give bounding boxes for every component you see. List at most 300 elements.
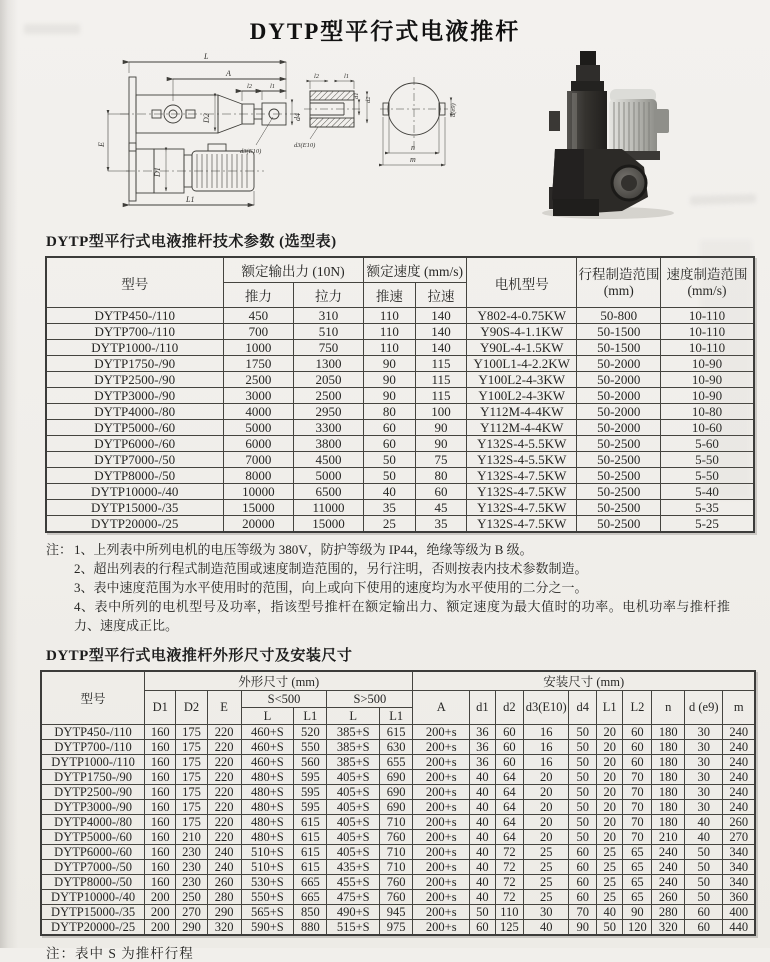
value-cell: 25 bbox=[363, 516, 415, 533]
table-row bbox=[46, 388, 754, 404]
dim-label-E: E bbox=[97, 142, 106, 147]
value-cell: 60 bbox=[363, 420, 415, 436]
value-cell: 480+S bbox=[241, 815, 294, 830]
model-cell: DYTP1750-/90 bbox=[46, 356, 223, 372]
value-cell: 20 bbox=[597, 815, 623, 830]
dim-label-L1: L1 bbox=[186, 195, 195, 204]
value-cell: 40 bbox=[524, 920, 569, 936]
model-cell: DYTP3000-/90 bbox=[41, 800, 145, 815]
model-cell: DYTP20000-/25 bbox=[46, 516, 223, 533]
value-cell: 340 bbox=[723, 860, 755, 875]
value-cell: 4500 bbox=[294, 452, 363, 468]
scan-artifact bbox=[24, 24, 80, 34]
value-cell: 50-2500 bbox=[577, 516, 661, 533]
value-cell: 710 bbox=[380, 815, 413, 830]
model-cell: DYTP450-/110 bbox=[41, 725, 145, 740]
view-label-n: n bbox=[411, 143, 415, 152]
table-row bbox=[41, 755, 755, 770]
value-cell: 200+s bbox=[413, 905, 470, 920]
value-cell: 565+S bbox=[241, 905, 294, 920]
value-cell: 595 bbox=[294, 770, 327, 785]
value-cell: 210 bbox=[652, 830, 685, 845]
value-cell: 36 bbox=[470, 725, 496, 740]
value-cell: 310 bbox=[294, 308, 363, 324]
table-row bbox=[41, 905, 755, 920]
col-header-s-lt-500: S<500 bbox=[241, 691, 327, 708]
value-cell: 460+S bbox=[241, 740, 294, 755]
model-cell: DYTP15000-/35 bbox=[46, 500, 223, 516]
value-cell: 160 bbox=[145, 800, 176, 815]
model-cell: DYTP8000-/50 bbox=[41, 875, 145, 890]
value-cell: 260 bbox=[723, 815, 755, 830]
note-item: 1、上列表中所列电机的电压等级为 380V，防护等级为 IP44，绝缘等级为 B 级。 bbox=[74, 542, 533, 557]
value-cell: 200+s bbox=[413, 725, 470, 740]
value-cell: 200+s bbox=[413, 770, 470, 785]
value-cell: 180 bbox=[652, 770, 685, 785]
value-cell: 72 bbox=[495, 860, 523, 875]
value-cell: 220 bbox=[207, 815, 241, 830]
value-cell: 175 bbox=[176, 815, 207, 830]
value-cell: 60 bbox=[569, 875, 597, 890]
value-cell: 20 bbox=[524, 800, 569, 815]
value-cell: 710 bbox=[380, 860, 413, 875]
value-cell: 120 bbox=[623, 920, 652, 936]
value-cell: 10-110 bbox=[661, 340, 755, 356]
col-header-install-group: 安装尺寸 (mm) bbox=[413, 671, 755, 691]
col-header-L1-gt: L1 bbox=[380, 708, 413, 725]
value-cell: 435+S bbox=[327, 860, 380, 875]
value-cell: 90 bbox=[363, 388, 415, 404]
value-cell: 50 bbox=[685, 890, 723, 905]
value-cell: 50-800 bbox=[577, 308, 661, 324]
table-row bbox=[41, 785, 755, 800]
value-cell: 90 bbox=[569, 920, 597, 936]
value-cell: Y90L-4-1.5KW bbox=[467, 340, 577, 356]
value-cell: Y90S-4-1.1KW bbox=[467, 324, 577, 340]
value-cell: 160 bbox=[145, 755, 176, 770]
table-row bbox=[46, 324, 754, 340]
value-cell: 50-2500 bbox=[577, 436, 661, 452]
value-cell: 50 bbox=[569, 725, 597, 740]
value-cell: 220 bbox=[207, 830, 241, 845]
value-cell: 70 bbox=[623, 815, 652, 830]
value-cell: 60 bbox=[623, 740, 652, 755]
notes-label: 注： bbox=[46, 542, 73, 557]
value-cell: 35 bbox=[363, 500, 415, 516]
value-cell: 40 bbox=[685, 830, 723, 845]
col-header-L2: L2 bbox=[623, 691, 652, 725]
value-cell: 240 bbox=[723, 770, 755, 785]
table-row bbox=[41, 740, 755, 755]
value-cell: 200+s bbox=[413, 890, 470, 905]
value-cell: 200+s bbox=[413, 830, 470, 845]
value-cell: 110 bbox=[363, 340, 415, 356]
value-cell: 460+S bbox=[241, 755, 294, 770]
value-cell: 50-1500 bbox=[577, 324, 661, 340]
value-cell: 50-1500 bbox=[577, 340, 661, 356]
value-cell: 50-2000 bbox=[577, 356, 661, 372]
value-cell: 20 bbox=[597, 770, 623, 785]
value-cell: 30 bbox=[685, 755, 723, 770]
value-cell: 3300 bbox=[294, 420, 363, 436]
value-cell: 110 bbox=[363, 308, 415, 324]
value-cell: 320 bbox=[207, 920, 241, 936]
value-cell: 10000 bbox=[223, 484, 294, 500]
dim-label-L: L bbox=[204, 52, 209, 61]
notes-list bbox=[74, 540, 730, 635]
value-cell: 50 bbox=[470, 905, 496, 920]
value-cell: 385+S bbox=[327, 755, 380, 770]
value-cell: 50 bbox=[363, 452, 415, 468]
figure-row bbox=[0, 49, 770, 221]
model-cell: DYTP2500-/90 bbox=[46, 372, 223, 388]
value-cell: 90 bbox=[416, 436, 467, 452]
value-cell: 405+S bbox=[327, 785, 380, 800]
section-label-d3: d3(E10) bbox=[294, 142, 316, 149]
value-cell: 160 bbox=[145, 875, 176, 890]
value-cell: Y132S-4-7.5KW bbox=[467, 516, 577, 533]
value-cell: 20 bbox=[524, 830, 569, 845]
speed-range-label: 速度制造范围 bbox=[666, 266, 748, 282]
table-row bbox=[41, 770, 755, 785]
value-cell: 615 bbox=[380, 725, 413, 740]
value-cell: 50 bbox=[569, 800, 597, 815]
view-label-m: m bbox=[410, 155, 416, 164]
value-cell: 200+s bbox=[413, 740, 470, 755]
table-row bbox=[46, 356, 754, 372]
table-row bbox=[46, 484, 754, 500]
value-cell: 6000 bbox=[223, 436, 294, 452]
value-cell: 30 bbox=[685, 725, 723, 740]
value-cell: 690 bbox=[380, 800, 413, 815]
stroke-note: 注：表中 S 为推杆行程 bbox=[46, 946, 194, 961]
value-cell: 270 bbox=[723, 830, 755, 845]
value-cell: 7000 bbox=[223, 452, 294, 468]
value-cell: 280 bbox=[652, 905, 685, 920]
value-cell: 5-50 bbox=[661, 452, 755, 468]
value-cell: 530+S bbox=[241, 875, 294, 890]
model-cell: DYTP450-/110 bbox=[46, 308, 223, 324]
table-row bbox=[46, 308, 754, 324]
value-cell: 30 bbox=[685, 785, 723, 800]
value-cell: 490+S bbox=[327, 905, 380, 920]
model-cell: DYTP700-/110 bbox=[41, 740, 145, 755]
value-cell: 60 bbox=[416, 484, 467, 500]
value-cell: 480+S bbox=[241, 800, 294, 815]
value-cell: 480+S bbox=[241, 830, 294, 845]
value-cell: 72 bbox=[495, 890, 523, 905]
value-cell: 615 bbox=[294, 860, 327, 875]
table-row bbox=[41, 815, 755, 830]
section-heading-dimensions: DYTP型平行式电液推杆外形尺寸及安装尺寸 bbox=[46, 648, 353, 664]
value-cell: 50-2000 bbox=[577, 388, 661, 404]
value-cell: 40 bbox=[685, 815, 723, 830]
value-cell: 25 bbox=[597, 845, 623, 860]
section-label-l2: l2 bbox=[314, 73, 320, 80]
value-cell: 240 bbox=[723, 755, 755, 770]
value-cell: 945 bbox=[380, 905, 413, 920]
value-cell: 230 bbox=[176, 845, 207, 860]
value-cell: 405+S bbox=[327, 845, 380, 860]
value-cell: 40 bbox=[470, 770, 496, 785]
value-cell: 25 bbox=[597, 875, 623, 890]
value-cell: 40 bbox=[470, 875, 496, 890]
value-cell: 760 bbox=[380, 830, 413, 845]
value-cell: 160 bbox=[145, 815, 176, 830]
value-cell: 20000 bbox=[223, 516, 294, 533]
value-cell: 180 bbox=[652, 740, 685, 755]
value-cell: 360 bbox=[723, 890, 755, 905]
value-cell: 25 bbox=[524, 845, 569, 860]
value-cell: 20 bbox=[524, 770, 569, 785]
value-cell: 60 bbox=[623, 725, 652, 740]
value-cell: 760 bbox=[380, 890, 413, 905]
value-cell: 475+S bbox=[327, 890, 380, 905]
value-cell: 615 bbox=[294, 830, 327, 845]
value-cell: 4000 bbox=[223, 404, 294, 420]
table-row bbox=[41, 845, 755, 860]
col-header-D2: D2 bbox=[176, 691, 207, 725]
value-cell: 240 bbox=[207, 845, 241, 860]
value-cell: 5000 bbox=[294, 468, 363, 484]
value-cell: Y100L2-4-3KW bbox=[467, 372, 577, 388]
col-header-pull-speed: 拉速 bbox=[416, 283, 467, 308]
value-cell: 240 bbox=[207, 860, 241, 875]
value-cell: 200 bbox=[145, 920, 176, 936]
value-cell: 64 bbox=[495, 815, 523, 830]
value-cell: 40 bbox=[597, 905, 623, 920]
value-cell: 45 bbox=[416, 500, 467, 516]
stroke-range-unit: (mm) bbox=[603, 282, 634, 298]
col-header-L-lt: L bbox=[241, 708, 294, 725]
table-row bbox=[46, 340, 754, 356]
value-cell: 200 bbox=[145, 905, 176, 920]
value-cell: 220 bbox=[207, 725, 241, 740]
tech-params-body bbox=[46, 308, 754, 533]
dim-label-d3: d3(E10) bbox=[240, 148, 262, 155]
col-header-n: n bbox=[652, 691, 685, 725]
model-cell: DYTP10000-/40 bbox=[41, 890, 145, 905]
value-cell: 10-90 bbox=[661, 356, 755, 372]
value-cell: 160 bbox=[145, 740, 176, 755]
value-cell: 64 bbox=[495, 800, 523, 815]
value-cell: 10-80 bbox=[661, 404, 755, 420]
model-cell: DYTP20000-/25 bbox=[41, 920, 145, 936]
value-cell: 440 bbox=[723, 920, 755, 936]
value-cell: 240 bbox=[652, 845, 685, 860]
value-cell: Y100L1-4-2.2KW bbox=[467, 356, 577, 372]
col-header-A: A bbox=[413, 691, 470, 725]
value-cell: 72 bbox=[495, 875, 523, 890]
tech-params-table bbox=[45, 256, 755, 533]
value-cell: 115 bbox=[416, 356, 467, 372]
value-cell: 25 bbox=[524, 890, 569, 905]
value-cell: 10-110 bbox=[661, 308, 755, 324]
col-header-rated-speed: 额定速度 (mm/s) bbox=[363, 257, 466, 283]
value-cell: 50 bbox=[685, 845, 723, 860]
scan-artifact bbox=[700, 240, 752, 500]
col-header-push-speed: 推速 bbox=[363, 283, 415, 308]
value-cell: 25 bbox=[524, 860, 569, 875]
table-row bbox=[46, 500, 754, 516]
dim-label-A: A bbox=[226, 69, 231, 78]
value-cell: Y802-4-0.75KW bbox=[467, 308, 577, 324]
value-cell: 480+S bbox=[241, 785, 294, 800]
stroke-range-label: 行程制造范围 bbox=[578, 266, 660, 282]
value-cell: 90 bbox=[363, 372, 415, 388]
value-cell: 160 bbox=[145, 770, 176, 785]
col-header-d1: d1 bbox=[470, 691, 496, 725]
value-cell: 340 bbox=[723, 845, 755, 860]
value-cell: 6500 bbox=[294, 484, 363, 500]
value-cell: 260 bbox=[207, 875, 241, 890]
table-row bbox=[46, 516, 754, 533]
value-cell: 60 bbox=[569, 890, 597, 905]
value-cell: 50 bbox=[569, 785, 597, 800]
value-cell: 400 bbox=[723, 905, 755, 920]
value-cell: 550 bbox=[294, 740, 327, 755]
value-cell: 70 bbox=[623, 770, 652, 785]
model-cell: DYTP7000-/50 bbox=[46, 452, 223, 468]
value-cell: 385+S bbox=[327, 725, 380, 740]
value-cell: 700 bbox=[223, 324, 294, 340]
value-cell: 70 bbox=[623, 830, 652, 845]
note-item: 3、表中速度范围为水平使用时的范围，向上或向下使用的速度均为水平使用的二分之一。 bbox=[74, 580, 588, 595]
value-cell: 60 bbox=[569, 860, 597, 875]
model-cell: DYTP7000-/50 bbox=[41, 860, 145, 875]
value-cell: 220 bbox=[207, 800, 241, 815]
value-cell: 40 bbox=[470, 800, 496, 815]
table-row bbox=[41, 860, 755, 875]
value-cell: 175 bbox=[176, 755, 207, 770]
col-header-d3: d3(E10) bbox=[524, 691, 569, 725]
speed-range-unit: (mm/s) bbox=[687, 282, 727, 298]
value-cell: 240 bbox=[723, 800, 755, 815]
table-row bbox=[41, 725, 755, 740]
value-cell: 90 bbox=[416, 420, 467, 436]
value-cell: 160 bbox=[145, 725, 176, 740]
dim-label-l1: l1 bbox=[270, 83, 276, 90]
value-cell: 50-2000 bbox=[577, 404, 661, 420]
value-cell: 230 bbox=[176, 860, 207, 875]
value-cell: 175 bbox=[176, 785, 207, 800]
value-cell: 60 bbox=[495, 755, 523, 770]
value-cell: 5000 bbox=[223, 420, 294, 436]
col-header-s-gt-500: S>500 bbox=[327, 691, 413, 708]
dimensions-table bbox=[40, 670, 756, 936]
value-cell: 180 bbox=[652, 815, 685, 830]
model-cell: DYTP4000-/80 bbox=[41, 815, 145, 830]
value-cell: 140 bbox=[416, 340, 467, 356]
value-cell: 2500 bbox=[223, 372, 294, 388]
value-cell: 64 bbox=[495, 770, 523, 785]
col-header-pull-force: 拉力 bbox=[294, 283, 363, 308]
value-cell: 70 bbox=[623, 785, 652, 800]
value-cell: 160 bbox=[145, 845, 176, 860]
value-cell: 65 bbox=[623, 875, 652, 890]
col-header-model2: 型号 bbox=[41, 671, 145, 725]
value-cell: 30 bbox=[685, 800, 723, 815]
value-cell: 550+S bbox=[241, 890, 294, 905]
col-header-L1-lt: L1 bbox=[294, 708, 327, 725]
value-cell: 20 bbox=[524, 815, 569, 830]
col-header-d-e9: d (e9) bbox=[685, 691, 723, 725]
value-cell: 8000 bbox=[223, 468, 294, 484]
note-item: 2、超出列表的行程式制造范围或速度制造范围的，另行注明，否则按表内技术参数制造。 bbox=[74, 561, 588, 576]
value-cell: 20 bbox=[597, 800, 623, 815]
value-cell: 690 bbox=[380, 785, 413, 800]
model-cell: DYTP15000-/35 bbox=[41, 905, 145, 920]
value-cell: 20 bbox=[597, 785, 623, 800]
value-cell: 20 bbox=[597, 755, 623, 770]
value-cell: 50-2500 bbox=[577, 468, 661, 484]
value-cell: 115 bbox=[416, 372, 467, 388]
value-cell: 290 bbox=[207, 905, 241, 920]
value-cell: 60 bbox=[363, 436, 415, 452]
value-cell: 20 bbox=[597, 740, 623, 755]
value-cell: 50 bbox=[569, 830, 597, 845]
dim-label-l2: l2 bbox=[247, 83, 253, 90]
col-header-m: m bbox=[723, 691, 755, 725]
value-cell: 65 bbox=[623, 845, 652, 860]
value-cell: 40 bbox=[470, 785, 496, 800]
section-label-l1: l1 bbox=[344, 73, 350, 80]
dim-label-d4: d4 bbox=[293, 113, 302, 121]
value-cell: 450 bbox=[223, 308, 294, 324]
value-cell: 50 bbox=[569, 770, 597, 785]
value-cell: 240 bbox=[723, 785, 755, 800]
table-row bbox=[41, 830, 755, 845]
value-cell: 1750 bbox=[223, 356, 294, 372]
value-cell: 25 bbox=[597, 890, 623, 905]
value-cell: 510 bbox=[294, 324, 363, 340]
value-cell: 615 bbox=[294, 845, 327, 860]
value-cell: 175 bbox=[176, 725, 207, 740]
table-row bbox=[46, 452, 754, 468]
table-row bbox=[46, 468, 754, 484]
value-cell: 80 bbox=[416, 468, 467, 484]
value-cell: 20 bbox=[597, 830, 623, 845]
value-cell: 510+S bbox=[241, 845, 294, 860]
value-cell: 200+s bbox=[413, 860, 470, 875]
value-cell: 200+s bbox=[413, 800, 470, 815]
value-cell: Y100L2-4-3KW bbox=[467, 388, 577, 404]
value-cell: 50-2000 bbox=[577, 420, 661, 436]
value-cell: 64 bbox=[495, 785, 523, 800]
value-cell: 665 bbox=[294, 875, 327, 890]
value-cell: 175 bbox=[176, 740, 207, 755]
value-cell: 15000 bbox=[223, 500, 294, 516]
value-cell: 200+s bbox=[413, 920, 470, 936]
value-cell: 3000 bbox=[223, 388, 294, 404]
value-cell: 70 bbox=[623, 800, 652, 815]
value-cell: 2500 bbox=[294, 388, 363, 404]
value-cell: 140 bbox=[416, 324, 467, 340]
value-cell: 50-2000 bbox=[577, 372, 661, 388]
value-cell: 115 bbox=[416, 388, 467, 404]
value-cell: 16 bbox=[524, 740, 569, 755]
value-cell: 405+S bbox=[327, 800, 380, 815]
table-row bbox=[46, 436, 754, 452]
value-cell: 60 bbox=[685, 905, 723, 920]
value-cell: 160 bbox=[145, 830, 176, 845]
value-cell: 175 bbox=[176, 800, 207, 815]
col-header-model: 型号 bbox=[46, 257, 223, 308]
value-cell: 210 bbox=[176, 830, 207, 845]
value-cell: 160 bbox=[145, 785, 176, 800]
model-cell: DYTP4000-/80 bbox=[46, 404, 223, 420]
table-row bbox=[41, 920, 755, 936]
